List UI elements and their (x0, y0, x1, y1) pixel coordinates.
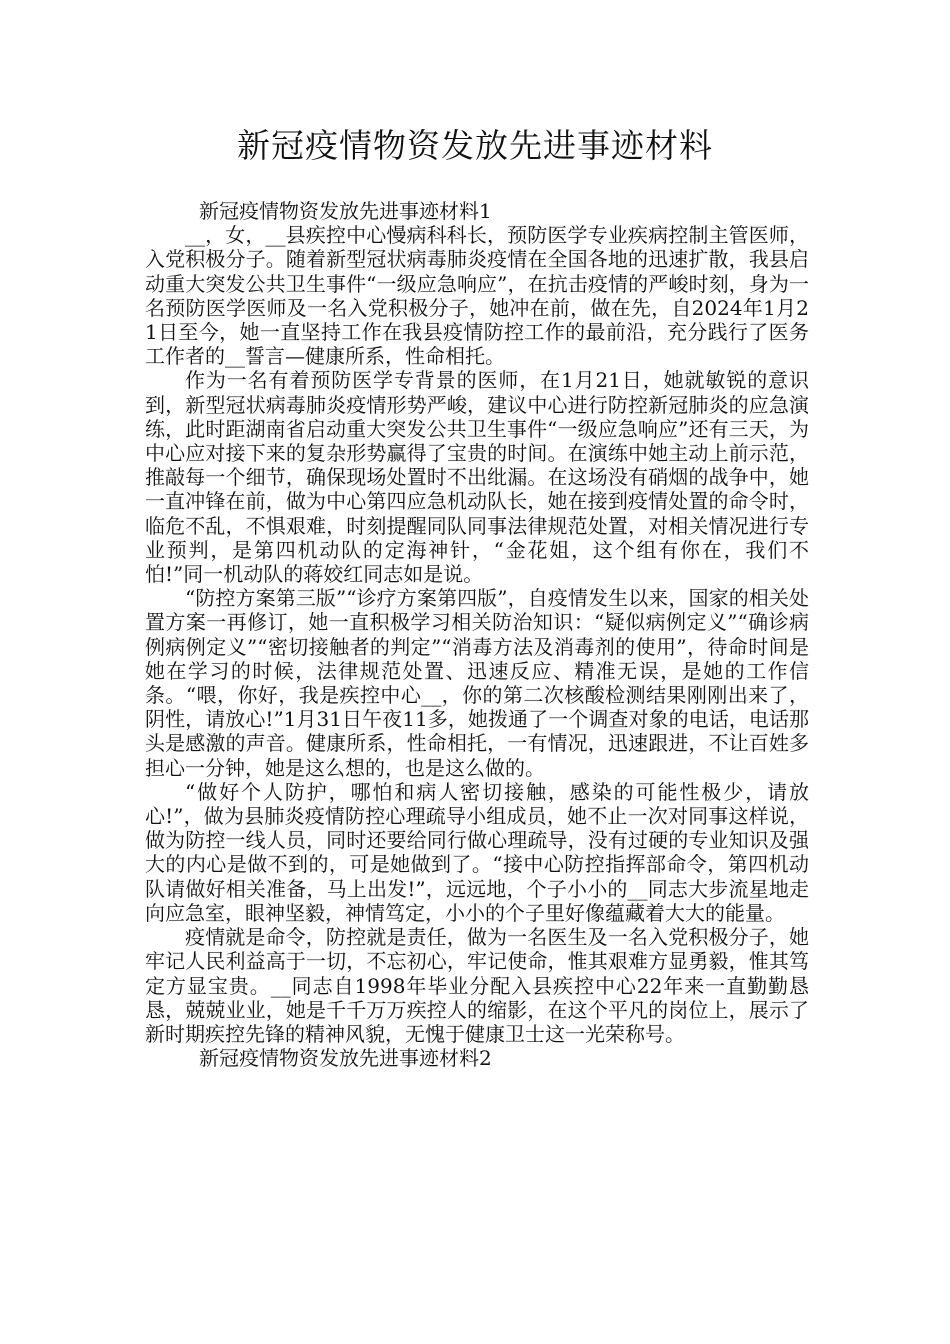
document-body (145, 199, 809, 1070)
paragraph-1: __，女，__县疾控中心慢病科科长，预防医学专业疾病控制主管医师，入党积极分子。随着新型冠状病毒肺炎疫情在全国各地的迅速扩散，我县启动重大突发公共卫生事件“一级应急响应”，在抗击疫情的严峻时刻，身为一名预防医学医师及一名入党积极分子，她冲在前，做在先，自2024年1月21日至今，她一直坚持工作在我县疫情防控工作的最前沿，充分践行了医务工作者的__誓言—健康所系，性命相托。 (145, 223, 809, 369)
paragraph-4: “做好个人防护，哪怕和病人密切接触，感染的可能性极少，请放心!”，做为县肺炎疫情防控心理疏导小组成员，她不止一次对同事这样说，做为防控一线人员，同时还要给同行做心理疏导，没有过硬的专业知识及强大的内心是做不到的，可是她做到了。“接中心防控指挥部命令，第四机动队请做好相关准备，马上出发!”，远远地，个子小小的__同志大步流星地走向应急室，眼神坚毅，神情笃定，小小的个子里好像蕴藏着大大的能量。 (145, 779, 809, 925)
paragraph-3: “防控方案第三版”“诊疗方案第四版”，自疫情发生以来，国家的相关处置方案一再修订，她一直积极学习相关防治知识：“疑似病例定义”“确诊病例病例定义”“密切接触者的判定”“消毒方法及消毒剂的使用”，待命时间是她在学习的时候，法律规范处置、迅速反应、精准无误，是她的工作信条。“喂，你好，我是疾控中心__，你的第二次核酸检测结果刚刚出来了，阴性，请放心!”1月31日午夜11多，她拨通了一个调查对象的电话，电话那头是感激的声音。健康所系，性命相托，一有情况，迅速跟进，不让百姓多担心一分钟，她是这么想的，也是这么做的。 (145, 586, 809, 780)
paragraph-5: 疫情就是命令，防控就是责任，做为一名医生及一名入党积极分子，她牢记人民利益高于一切，不忘初心，牢记使命，惟其艰难方显勇毅，惟其笃定方显宝贵。__同志自1998年毕业分配入县疾控中心22年来一直勤勤恳恳，兢兢业业，她是千千万万疾控人的缩影，在这个平凡的岗位上，展示了新时期疾控先锋的精神风貌，无愧于健康卫士这一光荣称号。 (145, 925, 809, 1046)
section-2-heading: 新冠疫情物资发放先进事迹材料2 (199, 1046, 492, 1071)
document-title: 新冠疫情物资发放先进事迹材料 (237, 126, 713, 165)
section-1-heading: 新冠疫情物资发放先进事迹材料1 (199, 199, 492, 223)
paragraph-2: 作为一名有着预防医学专背景的医师，在1月21日，她就敏锐的意识到，新型冠状病毒肺炎疫情形势严峻，建议中心进行防控新冠肺炎的应急演练，此时距湖南省启动重大突发公共卫生事件“一级应急响应”还有三天，为中心应对接下来的复杂形势赢得了宝贵的时间。在演练中她主动上前示范，推敲每一个细节，确保现场处置时不出纰漏。在这场没有硝烟的战争中，她一直冲锋在前，做为中心第四应急机动队长，她在接到疫情处置的命令时，临危不乱，不惧艰难，时刻提醒同队同事法律规范处置，对相关情况进行专业预判，是第四机动队的定海神针，“金花姐，这个组有你在，我们不怕!”同一机动队的蒋姣红同志如是说。 (145, 368, 809, 587)
